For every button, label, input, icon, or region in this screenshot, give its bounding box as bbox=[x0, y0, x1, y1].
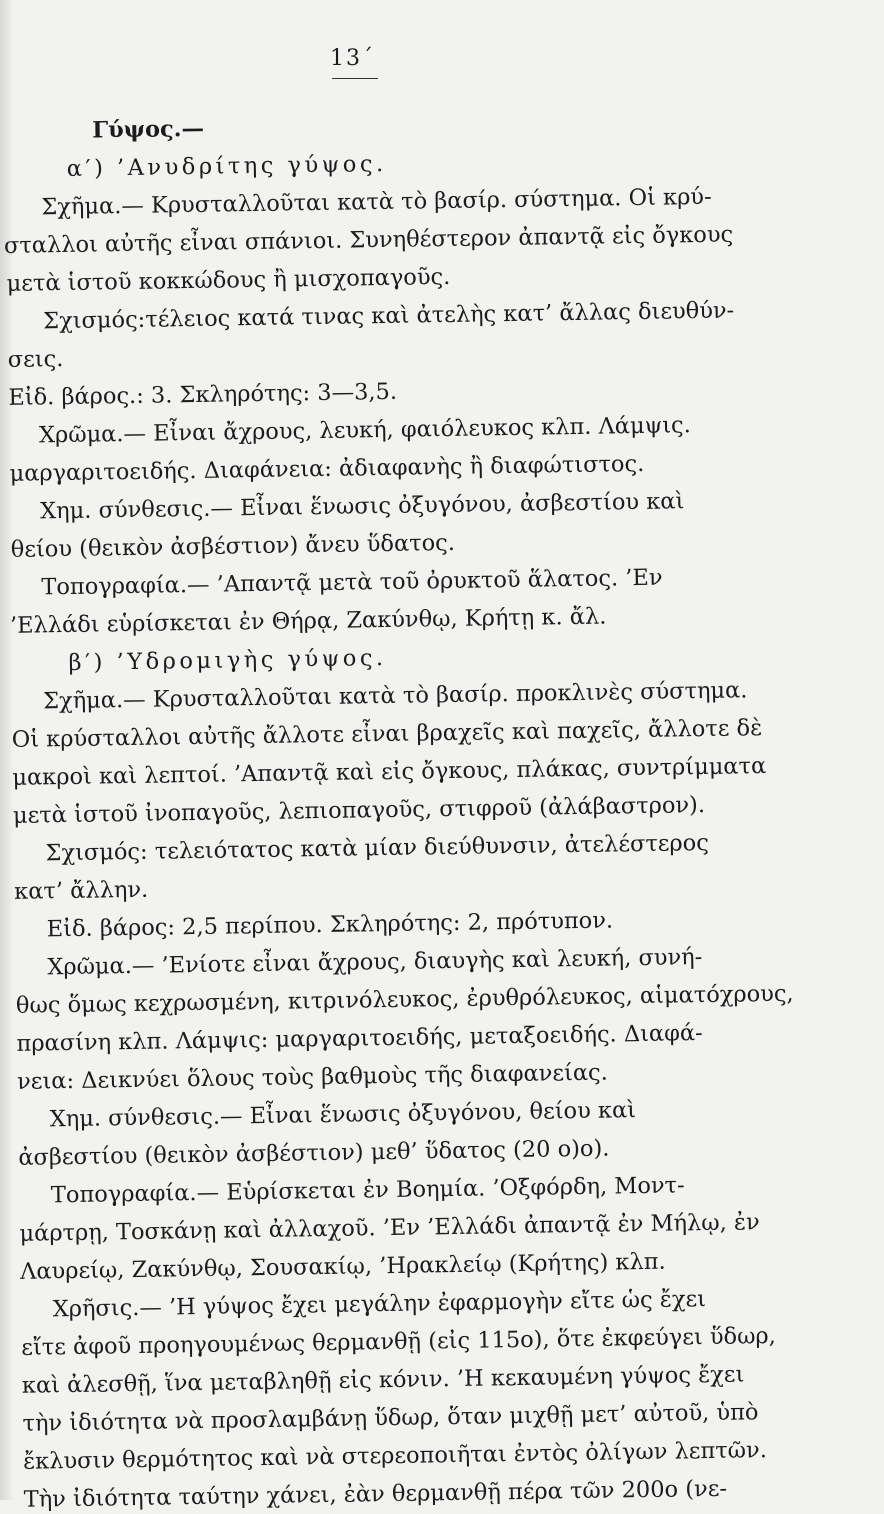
text-line: νεια: Δεικνύει ὅλους τοὺς βαθμοὺς τῆς διαφανείας. bbox=[16, 1059, 608, 1095]
body-text bbox=[0, 104, 884, 1513]
text-line: καὶ ἀλεσθῇ, ἵνα μεταβληθῇ εἰς κόνιν. ’Η κεκαυμένη γύψος ἔχει bbox=[21, 1361, 745, 1399]
text-line: θείου (θεικὸν ἀσβέστιον) ἄνευ ὕδατος. bbox=[10, 529, 456, 563]
text-line: Σχισμός: τελειότατος κατὰ μίαν διεύθυνσιν, ἀτελέστερος bbox=[45, 829, 710, 867]
text-line: μακροὶ καὶ λεπτοί. ’Απαντᾷ καὶ εἰς ὄγκους, πλάκας, συντρίμματα bbox=[12, 753, 767, 791]
text-line: Τοπογραφία.— Εὑρίσκεται ἐν Βοημία. ’Οξφόρδη, Μοντ- bbox=[50, 1172, 685, 1209]
text-line: Τὴν ἰδιότητα ταύτην χάνει, ἐὰν θερμανθῇ πέρα τῶν 200ο (νε- bbox=[23, 1475, 728, 1513]
text-line: ἀσβεστίου (θεικὸν ἀσβέστιον) μεθ’ ὕδατος (20 ο)ο). bbox=[18, 1135, 610, 1171]
text-line: ἔκλυσιν θερμότητος καὶ νὰ στερεοποιῆται ἐντὸς ὀλίγων λεπτῶν. bbox=[22, 1437, 768, 1475]
text-line: ’Ελλάδι εὑρίσκεται ἐν Θήρᾳ, Ζακύνθῳ, Κρήτῃ κ. ἄλ. bbox=[9, 603, 607, 639]
text-line: θως ὅμως κεχρωσμένη, κιτρινόλευκος, ἐρυθρόλευκος, αἱματόχρους, bbox=[15, 980, 794, 1019]
text-line: Λαυρείῳ, Ζακύνθῳ, Σουσακίῳ, ’Ηρακλείῳ (Κρήτης) κλπ. bbox=[19, 1248, 666, 1285]
text-line: Χημ. σύνθεσις.— Εἶναι ἕνωσις ὀξυγόνου, ἀσβεστίου καὶ bbox=[39, 488, 685, 525]
page-number: 13΄ bbox=[330, 46, 375, 71]
text-line: μάρτρῃ, Τοσκάνῃ καὶ ἀλλαχοῦ. ’Εν ’Ελλάδι ἀπαντᾷ ἐν Μήλῳ, ἐν bbox=[19, 1209, 760, 1247]
text-line: Χρῶμα.— ’Ενίοτε εἶναι ἄχρους, διαυγὴς καὶ λευκή, συνή- bbox=[47, 944, 703, 981]
subheading-hydromigous: β′) ’Υδρομιγὴς γύψος. bbox=[68, 644, 387, 676]
text-line: Οἱ κρύσταλλοι αὐτῆς ἄλλοτε εἶναι βραχεῖς καὶ παχεῖς, ἄλλοτε δὲ bbox=[11, 715, 763, 753]
text-line: κατ’ ἄλλην. bbox=[13, 876, 149, 905]
text-line: Σχῆμα.— Κρυσταλλοῦται κατὰ τὸ βασίρ. προκλινὲς σύστημα. bbox=[42, 677, 748, 715]
text-line: τὴν ἰδιότητα νὰ προσλαμβάνῃ ὕδωρ, ὅταν μιχθῇ μετ’ αὐτοῦ, ὑπὸ bbox=[22, 1399, 759, 1437]
text-line: Χρῶμα.— Εἶναι ἄχρους, λευκή, φαιόλευκος κλπ. Λάμψις. bbox=[38, 412, 692, 449]
text-line: μετὰ ἱστοῦ κοκκώδους ἢ μισχοπαγοῦς. bbox=[6, 263, 451, 297]
text-line: Εἰδ. βάρος: 2,5 περίπου. Σκληρότης: 2, πρότυπον. bbox=[46, 907, 614, 943]
page-number-rule bbox=[332, 78, 378, 79]
text-line: μετὰ ἱστοῦ ἰνοπαγοῦς, λεπιοπαγοῦς, στιφροῦ (ἀλάβαστρον). bbox=[12, 792, 706, 829]
text-line: Εἰδ. βάρος.: 3. Σκληρότης: 3—3,5. bbox=[8, 378, 398, 411]
text-line: πρασίνη κλπ. Λάμψις: μαργαριτοειδής, μεταξοειδής. Διαφά- bbox=[16, 1020, 703, 1057]
text-line: Τοπογραφία.— ’Απαντᾷ μετὰ τοῦ ὀρυκτοῦ ἅλατος. ’Εν bbox=[41, 564, 663, 601]
section-heading: Γύψος.— bbox=[92, 115, 205, 144]
text-line: Χημ. σύνθεσις.— Εἶναι ἕνωσις ὀξυγόνου, θείου καὶ bbox=[49, 1097, 637, 1133]
subheading-anhydrite: α′) ’Ανυδρίτης γύψος. bbox=[66, 150, 387, 182]
text-line: Χρῆσις.— ’Η γύψος ἔχει μεγάλην ἐφαρμογὴν εἴτε ὡς ἔχει bbox=[52, 1286, 707, 1323]
text-line: Σχισμός:τέλειος κατά τινας καὶ ἀτελὴς κατ’ ἄλλας διευθύν- bbox=[42, 297, 735, 335]
text-line: σταλλοι αὐτῆς εἶναι σπάνιοι. Συνηθέστερον ἀπαντᾷ εἰς ὄγκους bbox=[3, 221, 734, 259]
text-line: μαργαριτοειδής. Διαφάνεια: ἀδιαφανὴς ἢ διαφώτιστος. bbox=[9, 450, 645, 487]
text-line: εἴτε ἀφοῦ προηγουμένως θερμανθῇ (εἰς 115ο), ὅτε ἐκφεύγει ὕδωρ, bbox=[21, 1322, 777, 1361]
text-line: Σχῆμα.— Κρυσταλλοῦται κατὰ τὸ βασίρ. σύστημα. Οἱ κρύ- bbox=[41, 183, 712, 221]
text-line: σεις. bbox=[7, 346, 64, 373]
